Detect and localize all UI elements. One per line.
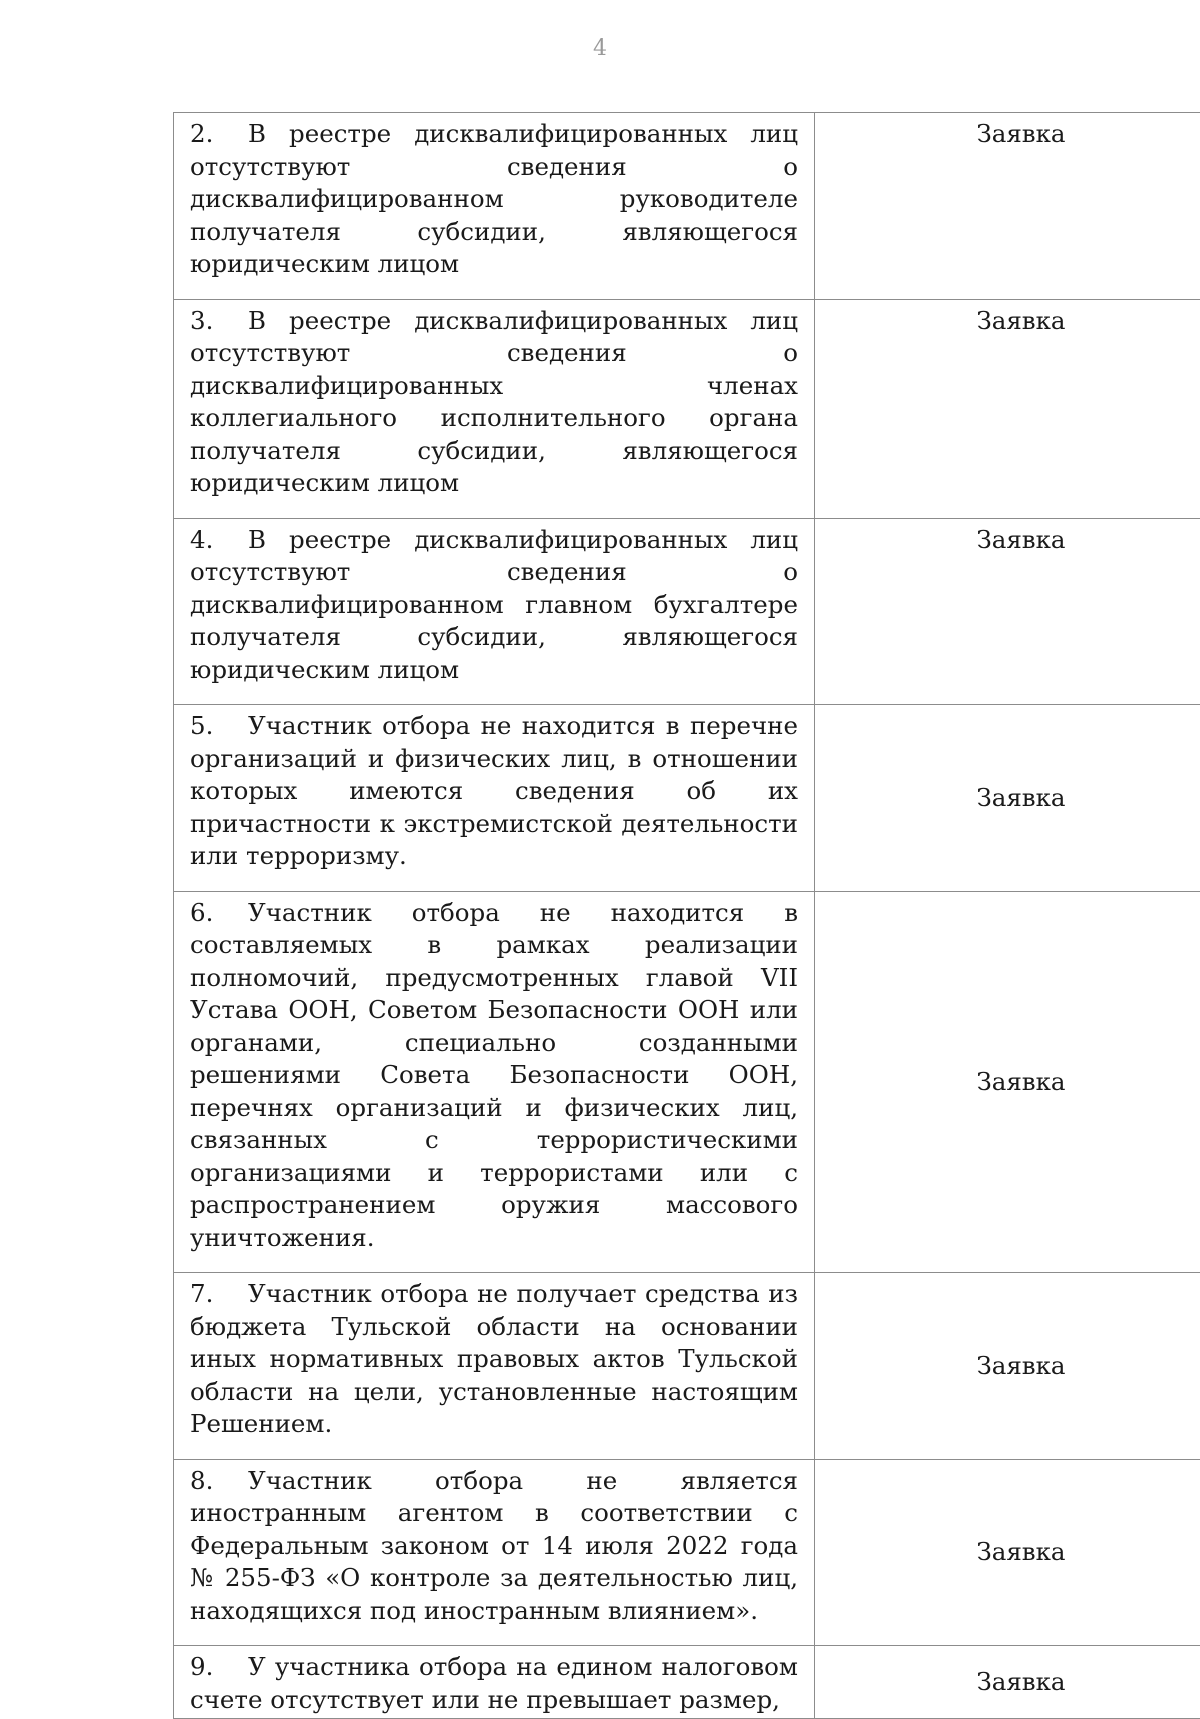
condition-cell xyxy=(174,299,815,518)
row-number: 8. xyxy=(190,1465,248,1498)
table-row xyxy=(174,518,1200,705)
condition-cell xyxy=(174,891,815,1273)
row-number: 9. xyxy=(190,1651,248,1684)
document-cell: Заявка xyxy=(815,518,1200,705)
table-row xyxy=(174,891,1200,1273)
table-row xyxy=(174,299,1200,518)
condition-text xyxy=(190,1465,798,1628)
document-cell: Заявка xyxy=(815,1646,1200,1719)
table-row xyxy=(174,1646,1200,1719)
row-number: 3. xyxy=(190,305,248,338)
condition-text xyxy=(190,1278,798,1441)
conditions-table xyxy=(173,112,1200,1719)
document-cell: Заявка xyxy=(815,705,1200,892)
page-number: 4 xyxy=(0,36,1200,61)
table-row xyxy=(174,1273,1200,1460)
condition-body: Участник отбора не находится в перечне организаций и физических лиц, в отношении которых имеются сведения об их причастности к экстремистской деятельности или терроризму. xyxy=(190,711,798,870)
condition-body: В реестре дисквалифицированных лиц отсутствуют сведения о дисквалифицированном главном бухгалтере получателя субсидии, являющегося юридическим лицом xyxy=(190,525,798,684)
condition-cell xyxy=(174,1646,815,1719)
condition-cell xyxy=(174,1273,815,1460)
row-number: 5. xyxy=(190,710,248,743)
row-number: 4. xyxy=(190,524,248,557)
condition-text xyxy=(190,1651,798,1716)
condition-text xyxy=(190,524,798,687)
condition-body: Участник отбора не находится в составляемых в рамках реализации полномочий, предусмотренных главой VII Устава ООН, Советом Безопасности ООН или органами, специально созданными решениями Совета Безопасности ООН, перечнях организаций и физических лиц, связанных с террористическими организациями и террористами или с распространением оружия массового уничтожения. xyxy=(190,898,798,1252)
condition-cell xyxy=(174,1459,815,1646)
condition-body: В реестре дисквалифицированных лиц отсутствуют сведения о дисквалифицированном руководителе получателя субсидии, являющегося юридическим лицом xyxy=(190,119,798,278)
condition-text xyxy=(190,710,798,873)
document-cell: Заявка xyxy=(815,891,1200,1273)
condition-text xyxy=(190,305,798,500)
condition-body: Участник отбора не является иностранным агентом в соответствии с Федеральным законом от 14 июля 2022 года № 255-ФЗ «О контроле за деятельностью лиц, находящихся под иностранным влиянием». xyxy=(190,1466,798,1625)
condition-body: Участник отбора не получает средства из бюджета Тульской области на основании иных нормативных правовых актов Тульской области на цели, установленные настоящим Решением. xyxy=(190,1279,798,1438)
document-cell: Заявка xyxy=(815,1459,1200,1646)
row-number: 2. xyxy=(190,118,248,151)
row-number: 6. xyxy=(190,897,248,930)
condition-cell xyxy=(174,705,815,892)
row-number: 7. xyxy=(190,1278,248,1311)
condition-text xyxy=(190,118,798,281)
document-cell: Заявка xyxy=(815,113,1200,300)
condition-text xyxy=(190,897,798,1255)
condition-cell xyxy=(174,113,815,300)
document-cell: Заявка xyxy=(815,1273,1200,1460)
condition-body: У участника отбора на едином налоговом счете отсутствует или не превышает размер, xyxy=(190,1652,798,1714)
condition-cell xyxy=(174,518,815,705)
condition-body: В реестре дисквалифицированных лиц отсутствуют сведения о дисквалифицированных членах коллегиального исполнительного органа получателя субсидии, являющегося юридическим лицом xyxy=(190,306,798,498)
table-row xyxy=(174,1459,1200,1646)
document-cell: Заявка xyxy=(815,299,1200,518)
table-row xyxy=(174,705,1200,892)
table-row xyxy=(174,113,1200,300)
